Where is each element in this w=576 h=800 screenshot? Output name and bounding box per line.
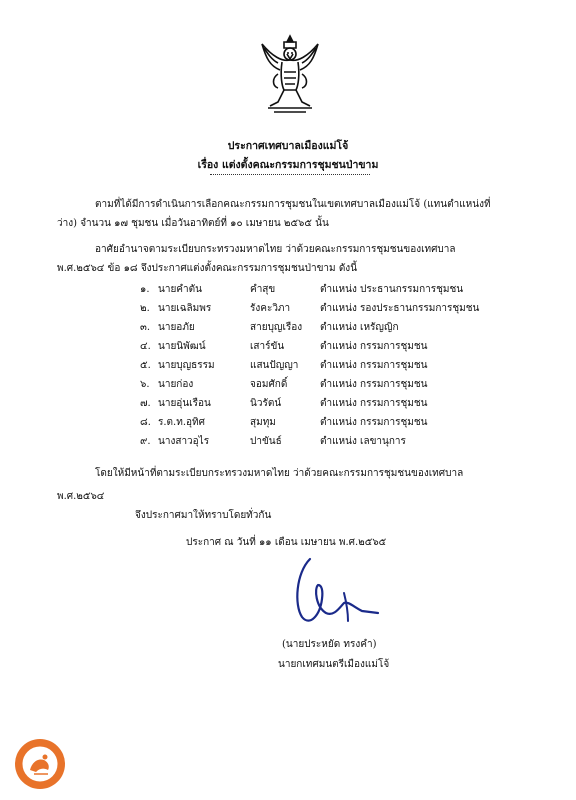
member-first-name: นายนิพัฒน์ [158,341,206,352]
member-number: ๗. [140,398,151,409]
member-last-name: เสาร์ขัน [250,341,285,352]
member-position: ตำแหน่ง ประธานกรรมการชุมชน [320,284,464,295]
member-last-name: สุมทุม [250,417,276,428]
member-first-name: นายก่อง [158,379,194,390]
member-position: ตำแหน่ง กรรมการชุมชน [320,360,428,371]
member-last-name: สายบุญเรือง [250,322,303,333]
list-item [140,301,520,320]
paragraph-notice: จึงประกาศมาให้ทราบโดยทั่วกัน [135,510,272,521]
announcement-date: ประกาศ ณ วันที่ ๑๑ เดือน เมษายน พ.ศ.๒๕๖๕ [186,537,387,548]
signatory-name: (นายประหยัด ทรงคำ) [282,639,377,650]
paragraph-line: โดยให้มีหน้าที่ตามระเบียบกระทรวงมหาดไทย ว่าด้วยคณะกรรมการชุมชนของเทศบาล [95,468,464,479]
member-number: ๑. [140,284,150,295]
list-item [140,320,520,339]
paragraph-line: ตามที่ได้มีการดำเนินการเลือกคณะกรรมการชุมชนในเขตเทศบาลเมืองแม่โจ้ (แทนตำแหน่งที่ [95,199,491,210]
list-item [140,396,520,415]
dotted-divider [210,174,370,175]
member-number: ๒. [140,303,150,314]
member-position: ตำแหน่ง เลขานุการ [320,436,406,447]
member-position: ตำแหน่ง กรรมการชุมชน [320,417,428,428]
member-last-name: นิวรัตน์ [250,398,282,409]
member-last-name: คำสุข [250,284,276,295]
member-last-name: รังคะวิภา [250,303,291,314]
member-number: ๓. [140,322,151,333]
member-first-name: นายอุ่นเรือน [158,398,211,409]
list-item [140,358,520,377]
member-position: ตำแหน่ง เหรัญญิก [320,322,399,333]
list-item [140,377,520,396]
garuda-emblem-icon [254,32,326,116]
member-position: ตำแหน่ง รองประธานกรรมการชุมชน [320,303,480,314]
member-position: ตำแหน่ง กรรมการชุมชน [320,379,428,390]
member-last-name: จอมศักดิ์ [250,379,288,390]
member-position: ตำแหน่ง กรรมการชุมชน [320,341,428,352]
member-number: ๙. [140,436,151,447]
handwritten-signature-icon [292,555,382,635]
list-item [140,339,520,358]
announcement-title: ประกาศเทศบาลเมืองแม่โจ้ [227,140,349,152]
municipality-seal-icon [14,738,66,790]
member-position: ตำแหน่ง กรรมการชุมชน [320,398,428,409]
paragraph-background [57,195,535,233]
member-number: ๘. [140,417,151,428]
member-last-name: ปาขันธ์ [250,436,282,447]
announcement-subject: เรื่อง แต่งตั้งคณะกรรมการชุมชนป่าขาม [197,159,379,171]
member-first-name: นายอภัย [158,322,195,333]
list-item [140,282,520,301]
paragraph-duties [57,464,535,506]
paragraph-line: ว่าง) จำนวน ๑๗ ชุมชน เมื่อวันอาทิตย์ที่ ๑๐ เมษายน ๒๕๖๕ นั้น [57,218,329,229]
paragraph-authority [57,240,535,278]
member-first-name: นายคำตัน [158,284,202,295]
member-first-name: ร.ต.ท.อุทิศ [158,417,205,428]
member-number: ๔. [140,341,151,352]
member-first-name: นายบุญธรรม [158,360,215,371]
member-number: ๕. [140,360,151,371]
member-first-name: นางสาวอุไร [158,436,210,447]
paragraph-line: พ.ศ.๒๕๖๔ [57,491,105,502]
paragraph-line: อาศัยอำนาจตามระเบียบกระทรวงมหาดไทย ว่าด้วยคณะกรรมการชุมชนของเทศบาล [95,244,456,255]
member-first-name: นายเฉลิมพร [158,303,212,314]
list-item [140,434,520,453]
member-last-name: แสนปัญญา [250,360,299,371]
signatory-position: นายกเทศมนตรีเมืองแม่โจ้ [278,659,390,670]
list-item [140,415,520,434]
member-number: ๖. [140,379,150,390]
paragraph-line: พ.ศ.๒๕๖๔ ข้อ ๑๘ จึงประกาศแต่งตั้งคณะกรรมการชุมชนป่าขาม ดังนี้ [57,263,358,274]
